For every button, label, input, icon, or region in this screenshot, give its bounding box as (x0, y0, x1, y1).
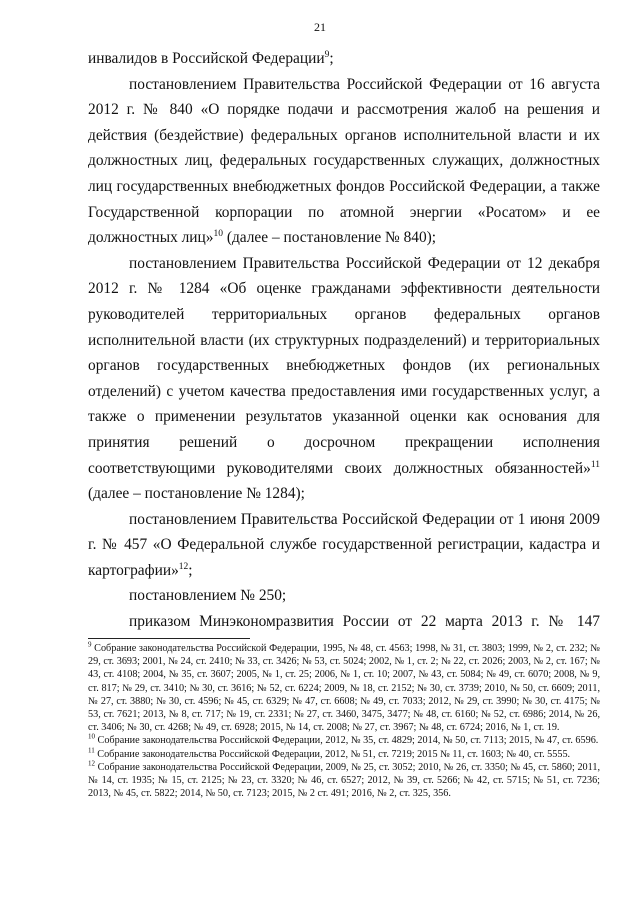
footnote-mark: 12 (88, 759, 95, 768)
paragraph-text: постановлением Правительства Российской Федерации от 1 июня 2009 г. № 457 «О Федеральной службе государственной регистрации, кадастра и картографии» (88, 510, 600, 579)
footnote-11 (88, 748, 600, 761)
paragraph-text: приказом Минэкономразвития России от 22 марта 2013 г. № 147 (129, 613, 600, 631)
footnote-mark: 10 (88, 733, 95, 742)
footnote-divider (88, 638, 250, 639)
paragraph-text: постановлением № 250; (129, 587, 287, 605)
footnote-text: Собрание законодательства Российской Федерации, 2012, № 51, ст. 7219; 2015 № 11, ст. 1603; № 40, ст. 5555. (94, 748, 571, 760)
paragraph-6 (88, 609, 600, 635)
paragraph-text: постановлением Правительства Российской Федерации от 12 декабря 2012 г. № 1284 «Об оценке гражданами эффективности деятельности руководителей территориальных органов федеральных органов исполнительной власти (их структурных подразделений) и территориальных органов государственных внебюджетных фондов (их региональных отделений) с учетом качества предоставления ими государственных услуг, а также о применении результатов указанной оценки как основания для принятия решений о досрочном прекращении исполнения соответствующими руководителями своих должностных обязанностей» (88, 254, 600, 477)
paragraph-text: инвалидов в Российской Федерации (88, 50, 325, 67)
footnote-text: Собрание законодательства Российской Федерации, 2009, № 25, ст. 3052; 2010, № 26, ст. 3350; № 45, ст. 5860; 2011, № 14, ст. 1935; № 15, ст. 2125; № 23, ст. 3320; № 46, ст. 6527; 2012, № 39, ст. 5266; № 42, ст. 5715; № 51, ст. 7236; 2013, № 45, ст. 5822; 2014, № 50, ст. 7123; 2015, № 2 ст. 491; 2016, № 2, ст. 325, 356. (88, 761, 600, 800)
footnotes (88, 642, 600, 800)
footnote-10 (88, 734, 600, 747)
paragraph-4 (88, 507, 600, 584)
paragraph-5 (88, 583, 600, 609)
footnote-mark: 11 (88, 746, 95, 755)
document-body (88, 46, 600, 635)
footnote-ref-12[interactable]: 12 (178, 561, 189, 572)
paragraph-tail: ; (329, 50, 334, 67)
footnote-ref-10[interactable]: 10 (213, 229, 223, 240)
footnote-9 (88, 642, 600, 734)
paragraph-tail: (далее – постановление № 840); (222, 229, 437, 247)
footnote-ref-9[interactable]: 9 (324, 49, 330, 60)
footnote-mark: 9 (88, 640, 92, 649)
footnote-text: Собрание законодательства Российской Федерации, 1995, № 48, ст. 4563; 1998, № 31, ст. 3803; 1999, № 2, ст. 232; № 29, ст. 3693; 2001, № 24, ст. 2410; № 33, ст. 3426; № 53, ст. 5024; 2002, № 1, ст. 2; № 22, ст. 2026; 2003, № 2, ст. 167; № 43, ст. 4108; 2004, № 35, ст. 3607; 2005, № 1, ст. 25; 2006, № 1, ст. 10; 2007, № 43, ст. 5084; № 49, ст. 6070; 2008, № 9, ст. 817; № 29, ст. 3410; № 30, ст. 3616; № 52, ст. 6224; 2009, № 18, ст. 2152; № 30, ст. 3739; 2010, № 50, ст. 6609; 2011, № 27, ст. 3880; № 30, ст. 4596; № 45, ст. 6329; № 47, ст. 6608; № 49, ст. 7033; 2012, № 29, ст. 3990; № 30, ст. 4175; № 53, ст. 7621; 2013, № 8, ст. 717; № 19, ст. 2331; № 27, ст. 3460, 3475, 3477; № 48, ст. 6160; № 52, ст. 6986; 2014, № 26, ст. 3406; № 30, ст. 4268; № 49, ст. 6928; 2015, № 14, ст. 2008; № 27, ст. 3967; № 48, ст. 6724; 2016, № 1, ст. 19. (88, 643, 600, 734)
paragraph-tail: ; (188, 561, 193, 579)
footnote-text: Собрание законодательства Российской Федерации, 2012, № 35, ст. 4829; 2014, № 50, ст. 7113; 2015, № 47, ст. 6596. (95, 735, 599, 747)
paragraph-tail: (далее – постановление № 1284); (88, 485, 305, 503)
footnote-ref-11[interactable]: 11 (590, 459, 600, 470)
paragraph-3 (88, 251, 600, 507)
paragraph-text: постановлением Правительства Российской Федерации от 16 августа 2012 г. № 840 «О порядке подачи и рассмотрения жалоб на решения и действия (бездействие) федеральных органов исполнительной власти и их должностных лиц, федеральных государственных служащих, должностных лиц государственных внебюджетных фондов Российской Федерации, а также Государственной корпорации по атомной энергии «Росатом» и ее должностных лиц» (88, 75, 600, 247)
paragraph-1 (88, 46, 600, 72)
footnote-12 (88, 761, 600, 801)
page-number: 21 (314, 20, 326, 34)
paragraph-2 (88, 72, 600, 251)
